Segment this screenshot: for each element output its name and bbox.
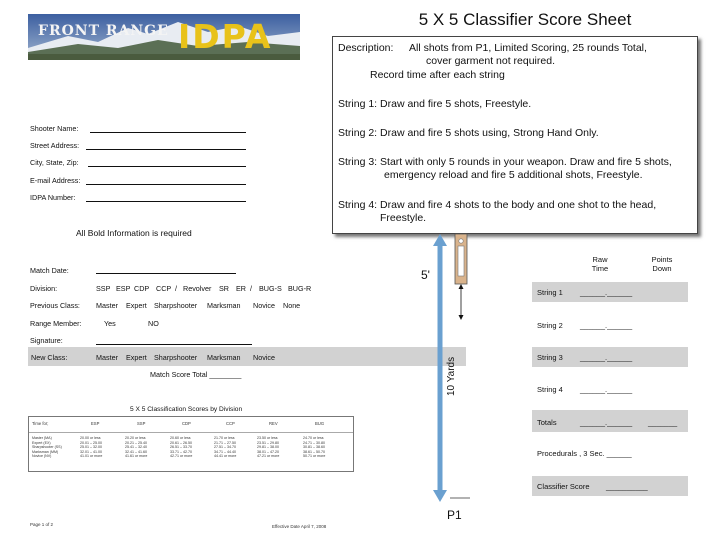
description-line-1: All shots from P1, Limited Scoring, 25 rounds Total,	[409, 42, 647, 54]
division-separator-2: /	[250, 284, 252, 293]
table-cell: 20.60 or less	[170, 436, 191, 440]
table-cell: 32.01 – 41.00	[80, 449, 102, 454]
table-column-rev	[257, 436, 279, 459]
range-member-label: Range Member:	[30, 319, 82, 328]
table-header-ccp: CCP	[226, 421, 235, 426]
string-3-label: String 3	[537, 353, 563, 362]
table-header-esp: ESP	[91, 421, 100, 426]
row-label-novice: Novice (NV)	[32, 454, 52, 459]
previous-class-marksman[interactable]: Marksman	[207, 301, 241, 310]
description-line-2: cover garment not required.	[426, 55, 555, 67]
table-cell: 25.01 – 32.00	[80, 445, 102, 450]
match-score-total: Match Score Total ________	[150, 370, 242, 379]
string-1-instructions: String 1: Draw and fire 5 shots, Freestyle.	[338, 98, 532, 110]
table-cell: 34.71 – 44.40	[214, 449, 236, 454]
description-label: Description:	[338, 42, 394, 54]
table-cell: 50.71 or more	[303, 454, 326, 459]
new-class-sharpshooter[interactable]: Sharpshooter	[154, 353, 198, 362]
row-label-marksman: Marksman (MM)	[32, 449, 59, 454]
table-cell: 23.50 or less	[257, 436, 278, 440]
page-title: 5 X 5 Classifier Score Sheet	[418, 10, 632, 29]
classifier-score-field[interactable]: __________	[606, 482, 648, 491]
string-4-instructions: String 4: Draw and fire 4 shots to the body and one shot to the head,	[338, 199, 657, 211]
description-line-3: Record time after each string	[370, 69, 505, 81]
table-column-bug	[303, 436, 325, 459]
table-cell: 41.01 or more	[80, 454, 103, 459]
logo-word-idpa: IDPA	[178, 17, 273, 56]
idpa-number-label: IDPA Number:	[30, 193, 76, 202]
range-member-yes[interactable]: Yes	[104, 319, 116, 328]
raw-time-header: Raw Time	[591, 255, 609, 273]
target-icon	[458, 246, 464, 276]
string-4-instructions-cont: Freestyle.	[380, 212, 427, 224]
table-cell: 42.71 or more	[170, 454, 193, 459]
city-state-zip-field[interactable]	[88, 166, 246, 167]
table-header-cdp: CDP	[182, 421, 191, 426]
division-option-ccp[interactable]: CCP	[156, 284, 172, 293]
table-column-esp	[80, 436, 102, 459]
table-row-labels	[32, 436, 62, 459]
position-p1-label: P1	[447, 508, 462, 522]
string-4-label: String 4	[537, 385, 563, 394]
previous-class-novice[interactable]: Novice	[253, 301, 275, 310]
table-header-ssp: SSP	[137, 421, 146, 426]
description-box	[332, 36, 698, 234]
table-cell: 24.70 or less	[303, 436, 324, 440]
distance-arrow-head-bottom	[433, 490, 447, 502]
table-cell: 21.71 – 27.50	[214, 440, 236, 445]
division-label: Division:	[30, 284, 58, 293]
table-cell: 30.81 – 38.60	[303, 445, 325, 450]
totals-label: Totals	[537, 418, 557, 427]
row-label-master: Master (MA)	[32, 436, 52, 440]
new-class-marksman[interactable]: Marksman	[207, 353, 241, 362]
new-class-expert[interactable]: Expert	[126, 353, 147, 362]
table-header-rev: REV	[269, 421, 278, 426]
email-field[interactable]	[86, 184, 246, 185]
table-cell: 29.81 – 38.00	[257, 445, 279, 450]
previous-class-label: Previous Class:	[30, 301, 80, 310]
logo-word-front-range: FRONT RANGE	[38, 23, 169, 39]
row-label-sharpshooter: Sharpshooter (SS)	[32, 445, 62, 450]
classification-table	[28, 416, 354, 472]
classifier-score-label: Classifier Score	[537, 482, 590, 491]
string-3-instructions: String 3: Start with only 5 rounds in your weapon. Draw and fire 5 shots,	[338, 156, 672, 168]
new-class-label: New Class:	[31, 353, 68, 362]
city-state-zip-label: City, State, Zip:	[30, 158, 79, 167]
table-cell: 20.01 – 25.00	[80, 440, 102, 445]
table-cell: 38.61 – 50.70	[303, 449, 325, 454]
division-option-er[interactable]: ER	[236, 284, 246, 293]
table-cell: 26.51 – 33.70	[170, 445, 192, 450]
street-address-label: Street Address:	[30, 141, 80, 150]
table-column-cdp	[170, 436, 192, 459]
target-head-icon	[459, 239, 463, 243]
procedurals-field[interactable]: Procedurals , 3 Sec. ______	[537, 449, 632, 458]
signature-label: Signature:	[30, 336, 63, 345]
table-cell: 20.20 or less	[125, 436, 146, 440]
points-down-header: Points Down	[651, 255, 673, 273]
previous-class-expert[interactable]: Expert	[126, 301, 147, 310]
division-option-sr[interactable]: SR	[219, 284, 229, 293]
division-separator: /	[175, 284, 177, 293]
match-date-label: Match Date:	[30, 266, 69, 275]
shooter-name-field[interactable]	[90, 132, 246, 133]
table-cell: 33.71 – 42.70	[170, 449, 192, 454]
previous-class-sharpshooter[interactable]: Sharpshooter	[154, 301, 198, 310]
division-option-bug-s[interactable]: BUG-S	[259, 284, 282, 293]
string-2-instructions: String 2: Draw and fire 5 shots using, Strong Hand Only.	[338, 127, 599, 139]
division-option-cdp[interactable]: CDP	[134, 284, 150, 293]
match-date-field[interactable]	[96, 273, 236, 274]
table-cell: 27.51 – 34.70	[214, 445, 236, 450]
new-class-novice[interactable]: Novice	[253, 353, 275, 362]
string-3-instructions-cont: emergency reload and fire 5 additional shots, Freestyle.	[384, 169, 643, 181]
string-2-label: String 2	[537, 321, 563, 330]
totals-time-field[interactable]: ______.______	[580, 418, 633, 427]
table-cell: 24.71 – 30.80	[303, 440, 325, 445]
table-cell: 20.00 or less	[80, 436, 101, 440]
ten-yards-label: 10 Yards	[446, 356, 457, 396]
new-class-master[interactable]: Master	[96, 353, 118, 362]
table-cell: 23.51 – 29.80	[257, 440, 279, 445]
table-cell: 21.70 or less	[214, 436, 235, 440]
table-cell: 32.41 – 41.60	[125, 449, 147, 454]
idpa-number-field[interactable]	[86, 201, 246, 202]
division-option-revolver[interactable]: Revolver	[183, 284, 212, 293]
table-cell: 44.41 or more	[214, 454, 237, 459]
table-cell: 20.61 – 26.50	[170, 440, 192, 445]
row-label-expert: Expert (EX)	[32, 440, 51, 445]
table-header-bug: BUG	[315, 421, 325, 426]
effective-date: Effective Date April 7, 2008	[272, 524, 327, 529]
string-3-time-field[interactable]: ______.______	[580, 353, 633, 362]
string-2-time-field[interactable]: ______.______	[580, 321, 633, 330]
previous-class-master[interactable]: Master	[96, 301, 118, 310]
table-column-ssp	[125, 436, 147, 459]
division-option-bug-r[interactable]: BUG-R	[288, 284, 312, 293]
table-header-divider	[29, 432, 353, 433]
street-address-field[interactable]	[86, 149, 246, 150]
totals-points-field[interactable]: _______	[648, 418, 678, 427]
division-option-ssp[interactable]: SSP	[96, 284, 111, 293]
string-1-label: String 1	[537, 288, 563, 297]
division-option-esp[interactable]: ESP	[116, 284, 131, 293]
five-foot-label: 5'	[421, 268, 430, 282]
shooter-name-label: Shooter Name:	[30, 124, 79, 133]
required-note: All Bold Information is required	[76, 228, 192, 238]
table-column-ccp	[214, 436, 236, 459]
front-range-idpa-logo	[28, 14, 300, 60]
email-label: E-mail Address:	[30, 176, 81, 185]
table-cell: 38.01 – 47.20	[257, 449, 279, 454]
table-header-time: Time for;	[32, 421, 49, 426]
page-number: Page 1 of 2	[30, 522, 54, 527]
signature-field[interactable]	[96, 344, 252, 345]
previous-class-none[interactable]: None	[283, 301, 301, 310]
range-member-no[interactable]: NO	[148, 319, 159, 328]
string-4-time-field[interactable]: ______.______	[580, 385, 633, 394]
distance-arrow-head-top	[433, 234, 447, 246]
new-class-band	[28, 347, 466, 366]
table-cell: 41.61 or more	[125, 454, 148, 459]
table-cell: 25.41 – 32.40	[125, 445, 147, 450]
table-cell: 47.21 or more	[257, 454, 280, 459]
string-1-time-field[interactable]: ______.______	[580, 288, 633, 297]
table-cell: 20.21 – 25.40	[125, 440, 147, 445]
classification-table-title: 5 X 5 Classification Scores by Division	[130, 406, 243, 413]
